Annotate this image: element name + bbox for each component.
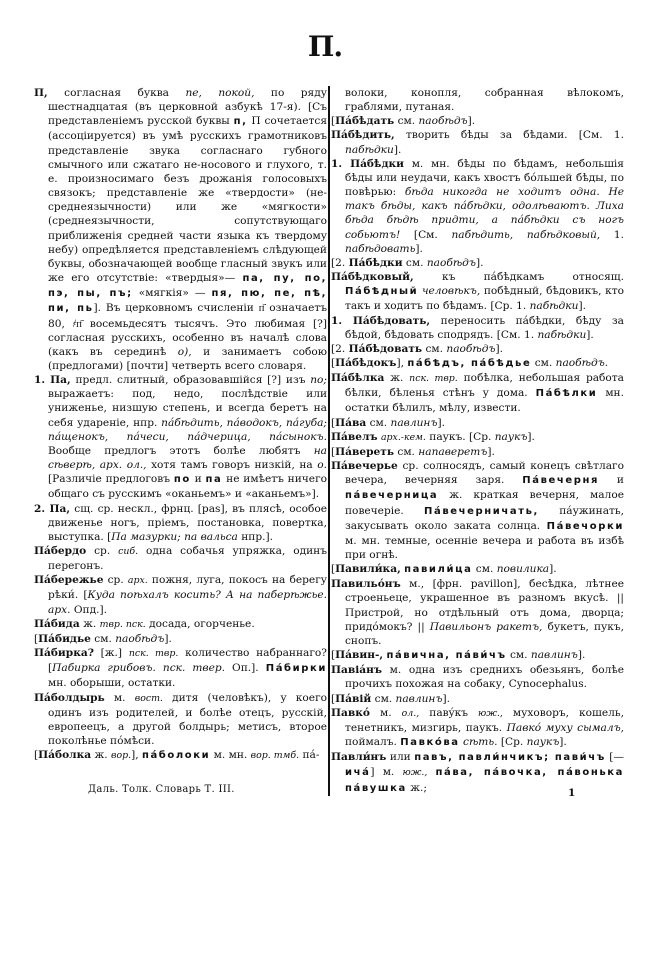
dictionary-entry bbox=[331, 430, 624, 445]
entry-text: ж. bbox=[79, 617, 100, 630]
page-heading: П. bbox=[307, 30, 343, 63]
headword: Пáвереть bbox=[335, 445, 395, 458]
dictionary-entry bbox=[331, 256, 624, 270]
entry-text: досада, огорченье. bbox=[145, 617, 255, 630]
region-label: пск. твр. bbox=[128, 648, 179, 660]
headword: Павіáнъ bbox=[331, 664, 382, 677]
entry-number: 1. bbox=[331, 314, 353, 327]
entry-text: ]. bbox=[437, 416, 445, 429]
entry-text: см. bbox=[394, 115, 419, 128]
dictionary-entry bbox=[331, 86, 624, 114]
entry-text: ]. bbox=[578, 300, 586, 313]
spaced-form: пя, пю, пе, пѣ, пи, пь bbox=[48, 288, 328, 315]
entry-text: ]. bbox=[586, 328, 594, 341]
spaced-form: п, bbox=[233, 116, 248, 128]
entry-text: по ряду шестнадцатая (въ церковной азбукѣ 17-я). [Съ представленіемъ русской буквы bbox=[48, 87, 327, 128]
entry-text: мн. остатки бѣлилъ, мѣлу, извести. bbox=[345, 387, 624, 415]
entry-text: см. bbox=[472, 563, 497, 576]
right-column bbox=[331, 86, 624, 796]
entry-text: муховоръ, кошель, тенетникъ, мизгирь, паукъ. bbox=[345, 706, 625, 734]
headword: Пáболка bbox=[38, 749, 92, 762]
left-column bbox=[34, 86, 327, 763]
entry-text: ж.; bbox=[406, 781, 427, 794]
italic-text: повилика bbox=[496, 563, 550, 576]
region-label: арх. bbox=[127, 575, 148, 587]
entry-text: [См. bbox=[400, 228, 452, 241]
entry-text: ], bbox=[396, 356, 408, 369]
entry-text: ]. bbox=[467, 115, 476, 128]
spaced-form: пáвечерница bbox=[345, 490, 439, 502]
entry-text: [ bbox=[331, 115, 336, 128]
headword: Пáвечерье bbox=[331, 460, 398, 473]
entry-text: творить бѣды за бѣдами. [См. 1. bbox=[394, 129, 624, 142]
region-label: пск. твр. bbox=[409, 373, 458, 385]
entry-text: ]. bbox=[164, 632, 172, 645]
spaced-form: павъ, павли́нчикъ; пави́чъ bbox=[414, 752, 606, 764]
dictionary-entry bbox=[331, 663, 624, 691]
entry-text: см. bbox=[371, 692, 396, 705]
italic-text: о), bbox=[177, 345, 192, 358]
entry-number: 1. bbox=[331, 157, 351, 170]
spaced-form: Пáбѣлки bbox=[535, 388, 598, 400]
entry-text: ср. солносядъ, самый конецъ свѣтлаго вечера, вечерняя заря. bbox=[345, 460, 624, 487]
italic-text: человѣкъ, bbox=[421, 285, 481, 298]
entry-number: 2. bbox=[34, 502, 50, 515]
entry-text: м., [фрн. pavillon], бесѣдка, лѣтнее строеньеце, украшенное въ разномъ вкусѣ. || Пристрой, но отдѣльный отъ дома, дворца; придóмокъ? || bbox=[345, 578, 624, 633]
entry-text: [ bbox=[331, 692, 336, 705]
headword: Пáвин-, bbox=[335, 649, 384, 662]
entry-text: [ bbox=[331, 356, 336, 369]
entry-text: ж. bbox=[384, 372, 410, 385]
spaced-form: Павкóва bbox=[400, 737, 460, 749]
entry-text: [Различіе предлоговъ bbox=[48, 473, 174, 486]
entry-text: ]. bbox=[527, 430, 535, 443]
italic-text: паобѣдъ bbox=[418, 115, 468, 128]
entry-text: [Ср. bbox=[497, 736, 527, 749]
italic-text: пабѣдить, пабѣдковый, bbox=[451, 228, 601, 241]
entry-text: побѣдный, бѣдовикъ, кто такъ и ходитъ по бѣдамъ. [Ср. 1. bbox=[345, 285, 625, 313]
italic-text: сѣть. bbox=[463, 736, 498, 749]
headword: Па, bbox=[49, 502, 71, 515]
dictionary-entry bbox=[34, 691, 327, 749]
region-label: твр. пск. bbox=[99, 618, 146, 630]
entry-text: не имѣетъ ничего общаго съ русскимъ «оканьемъ» и «аканьемъ»]. bbox=[48, 473, 327, 501]
dictionary-entry bbox=[331, 371, 624, 415]
entry-text: пá- bbox=[299, 749, 320, 762]
entry-text: ]. bbox=[549, 563, 557, 576]
entry-text: [— bbox=[605, 751, 624, 764]
dictionary-entry bbox=[331, 270, 624, 313]
italic-text: на сѣверѣ, арх. ол., bbox=[48, 444, 327, 472]
entry-text: «мягкія» — bbox=[132, 287, 212, 300]
entry-text: ср. bbox=[86, 545, 119, 557]
entry-text: м. bbox=[104, 691, 135, 704]
entry-text: 1. bbox=[600, 228, 624, 241]
italic-text: паобѣдъ bbox=[426, 256, 476, 269]
italic-text: бѣда никогда не ходитъ одна. Не такъ бѣды, какъ пáбѣдки, одолѣваютъ. Лиха бѣда бѣдѣ придти, а пáбѣдки съ ногъ собьютъ! bbox=[345, 186, 624, 241]
entry-text: и bbox=[599, 474, 624, 487]
entry-text: см. bbox=[422, 342, 447, 355]
headword: Пáвій bbox=[335, 692, 372, 705]
region-label: сиб. bbox=[118, 546, 139, 557]
dictionary-entry bbox=[331, 314, 624, 342]
entry-text: пáужинать, закусывать около заката солнца. bbox=[345, 504, 625, 532]
entry-text: см. bbox=[531, 356, 556, 369]
entry-text: Вообще предлогъ этотъ болѣе любятъ bbox=[48, 444, 314, 457]
entry-text: къ пáбѣдкамъ относящ. bbox=[413, 271, 624, 284]
entry-text: см. bbox=[394, 445, 419, 458]
entry-text: количество набраннаго? [ bbox=[48, 647, 327, 675]
dictionary-entry bbox=[331, 648, 624, 663]
italic-text: Па мазурки; па вальса bbox=[111, 530, 238, 543]
entry-text: ]. bbox=[487, 445, 495, 458]
entry-text: ср. bbox=[103, 574, 128, 587]
entry-text: см. bbox=[90, 632, 116, 645]
italic-text: пабѣдки bbox=[529, 300, 579, 313]
entry-text: [ bbox=[331, 445, 336, 458]
dictionary-entry bbox=[34, 632, 327, 646]
italic-text: Куда поѣхалъ косить? А на паберѣжье. арх. bbox=[48, 589, 327, 616]
entry-text: ]. bbox=[442, 692, 450, 705]
italic-text: пáбѣдить, пáводокъ, пáгуба; пáщенокъ, пáчеси, пáдчерица, пáсынокъ. bbox=[48, 416, 327, 443]
entry-text: и bbox=[190, 473, 206, 486]
spaced-form: павили́ца bbox=[404, 564, 473, 576]
spaced-form: Пáвечорки bbox=[546, 520, 624, 532]
entry-text: м. мн. темные, осенніе вечера и работа въ избѣ при огнѣ. bbox=[345, 534, 624, 561]
italic-text: Пабирка грибовъ. пск. твер. bbox=[52, 662, 226, 675]
entry-text: м. одна изъ среднихъ обезьянъ, болѣе прочихъ похожая на собаку, Cynocephalus. bbox=[345, 664, 624, 691]
dictionary-entry bbox=[331, 356, 624, 371]
italic-text: павлинъ bbox=[530, 649, 578, 662]
spaced-form: пáбѣдъ, пáбѣдье bbox=[407, 357, 532, 369]
region-label: юж., bbox=[478, 707, 503, 719]
italic-text: Павильонъ ракетъ, bbox=[429, 620, 543, 633]
headword: Пáбѣлка bbox=[331, 372, 385, 385]
entry-text: П сочетается (ассоціируется) въ умѣ русскихъ грамотниковъ представленіе звука согласнаго губного смычного или сжатаго не-носового и глухого, т. е. произносимаго безъ дрожанія голосовыхъ связокъ; представленіе же «твердости» (не-среднеязычности) или же «мягкости» (среднеязычности, сопутствующаго приближенія средней части языка къ твердому небу) опредѣляется представленіемъ слѣдующей буквы, обозначающей вообще гласный звукъ или же его отсутствіе: «твердыя»— bbox=[48, 115, 328, 285]
entry-text: поймалъ. bbox=[345, 736, 401, 749]
dictionary-entry bbox=[331, 157, 624, 256]
spaced-form: пáвична, пáви́чъ bbox=[386, 650, 507, 662]
headword: Пáбердо bbox=[34, 545, 87, 557]
headword: Пáва bbox=[335, 416, 367, 429]
column-divider bbox=[328, 86, 330, 796]
entry-text: ], bbox=[131, 749, 142, 762]
spaced-form: по bbox=[173, 474, 191, 486]
entry-text: хотя тамъ говоръ низкій, на bbox=[146, 459, 318, 472]
dictionary-entry bbox=[34, 748, 327, 763]
spaced-form: пáва, пáвочка, пáвонька пáвушка bbox=[345, 767, 624, 794]
italic-text: паобѣдъ bbox=[115, 632, 165, 645]
entry-text: мн. оборыши, остатки. bbox=[48, 677, 176, 690]
italic-text: паобѣдъ. bbox=[555, 356, 609, 369]
spaced-form: Пáбѣдный bbox=[345, 286, 419, 298]
italic-text: пабѣдки bbox=[537, 328, 587, 341]
entry-text: и занимаетъ собою (предлогами) [почти] четверть всего словаря. bbox=[48, 345, 327, 372]
entry-text: ]. bbox=[475, 256, 484, 269]
headword: Пáбѣдовать bbox=[348, 342, 423, 355]
region-label: юж., bbox=[402, 767, 428, 779]
entry-text: [ bbox=[34, 632, 39, 645]
entry-text: пожня, луга, покосъ на берегу рѣки́. [ bbox=[48, 574, 327, 602]
entry-text: [2. bbox=[331, 256, 349, 269]
italic-text: пе, покой, bbox=[185, 87, 255, 99]
italic-text: по; bbox=[310, 374, 328, 387]
entry-text: [2. bbox=[331, 342, 349, 355]
entry-text: см. bbox=[402, 256, 427, 269]
entry-text: ж. краткая вечерня, малое повечеріе. bbox=[345, 489, 624, 517]
spaced-form: Пáвечерничать, bbox=[424, 505, 539, 517]
entry-text: ] м. bbox=[370, 766, 403, 779]
entry-text: паукъ. [Ср. bbox=[425, 430, 495, 443]
entry-text: [ bbox=[331, 416, 336, 429]
headword: Павли́нъ bbox=[331, 751, 387, 764]
dictionary-entry bbox=[34, 573, 327, 616]
italic-text: напаверетъ bbox=[418, 445, 488, 458]
region-label: ол., bbox=[401, 707, 420, 719]
entry-text: выражаетъ: под, недо, послѣдствіе или униженье, низшую степень, и всегда беретъ на себя удареніе, нпр. bbox=[48, 388, 327, 429]
dictionary-entry bbox=[34, 544, 327, 573]
entry-text: м. мн. bbox=[210, 749, 251, 762]
entry-text: сщ. ср. нескл., фрнц. [pas], въ плясѣ, особое движенье ногъ, пріемъ, постановка, повертка, выступка. [ bbox=[48, 502, 327, 543]
dictionary-entry bbox=[331, 416, 624, 430]
italic-text: паукъ bbox=[494, 430, 528, 443]
dictionary-entry bbox=[331, 750, 624, 795]
headword: Павкó bbox=[331, 706, 370, 719]
dictionary-entry bbox=[331, 577, 624, 648]
headword: Пáбѣдокъ bbox=[335, 356, 397, 369]
headword: П, bbox=[34, 87, 48, 99]
dictionary-entry bbox=[331, 445, 624, 459]
dictionary-entry bbox=[331, 459, 624, 562]
entry-text: Оп.]. bbox=[225, 662, 266, 675]
entry-text: [ bbox=[331, 563, 336, 576]
entry-number: 1. bbox=[34, 374, 51, 387]
dictionary-entry bbox=[331, 562, 624, 577]
entry-text: ]. bbox=[415, 242, 423, 255]
entry-text: побѣлка, небольшая работа бѣлки, бѣленья стѣнъ у дома. bbox=[345, 372, 624, 400]
italic-text: павлинъ bbox=[395, 692, 443, 705]
headword: Пáбидье bbox=[38, 632, 91, 645]
entry-text: букетъ, пукъ, снопъ. bbox=[345, 620, 624, 647]
entry-text: ]. bbox=[559, 736, 567, 749]
entry-text: ]. Въ церковномъ счисленіи п҃ означаетъ 80, ҂п҃ восемьдесятъ тысячъ. Это любимая [?] согласная русскихъ, особенно въ началѣ слова (какъ въ серединѣ bbox=[48, 302, 327, 358]
region-label: арх.-кем. bbox=[380, 431, 426, 443]
spaced-form: па bbox=[205, 474, 223, 486]
spaced-form: пáболоки bbox=[141, 750, 211, 762]
entry-text: или bbox=[386, 751, 415, 764]
entry-text: павýкъ bbox=[419, 706, 479, 719]
entry-text: см. bbox=[366, 416, 391, 429]
entry-text: ]. bbox=[577, 649, 586, 662]
italic-text: о. bbox=[317, 459, 328, 472]
headword: Пáвелъ bbox=[331, 430, 378, 443]
entry-text: согласная буква bbox=[47, 87, 186, 99]
entry-text: [ bbox=[34, 749, 39, 762]
page-footer: Даль. Толк. Словарь Т. III. bbox=[88, 784, 235, 795]
italic-text: пабѣдки bbox=[345, 143, 394, 156]
headword: Па, bbox=[50, 374, 71, 387]
signature-mark: 1 bbox=[568, 787, 576, 799]
headword: Пáбида bbox=[34, 617, 80, 630]
entry-text: переносить пáбѣдки, бѣду за бѣдой, бѣдовать сподрядъ. [См. 1. bbox=[345, 314, 625, 341]
headword: Пáбѣдовать, bbox=[352, 314, 431, 327]
region-label: вост. bbox=[134, 692, 163, 704]
dictionary-entry bbox=[331, 114, 624, 128]
headword: Пáбережье bbox=[34, 574, 104, 587]
spaced-form: Пáбирки bbox=[265, 663, 327, 675]
dictionary-entry bbox=[331, 692, 624, 706]
spaced-form: па, пу, по, пэ, пы, пъ; bbox=[48, 273, 327, 300]
headword: Пáбирка? bbox=[34, 647, 94, 660]
dictionary-entry bbox=[34, 373, 327, 501]
dictionary-entry bbox=[331, 342, 624, 356]
dictionary-entry bbox=[34, 86, 327, 373]
entry-text: ж. bbox=[91, 749, 111, 762]
spaced-form: ичá bbox=[345, 767, 371, 779]
dictionary-entry bbox=[34, 646, 327, 690]
dictionary-entry bbox=[34, 617, 327, 632]
headword: Павили́ка, bbox=[335, 563, 401, 576]
dictionary-entry bbox=[331, 128, 624, 156]
headword: Пáбѣдки bbox=[350, 157, 405, 170]
dictionary-entry bbox=[34, 502, 327, 544]
dictionary-entry bbox=[331, 706, 624, 750]
region-label: вор. bbox=[110, 750, 132, 762]
headword: Пáбѣдковый, bbox=[331, 271, 414, 284]
region-label: вор. тмб. bbox=[250, 750, 300, 762]
entry-text: [ bbox=[331, 649, 336, 662]
entry-text: м. bbox=[369, 706, 402, 719]
entry-text: нпр.]. bbox=[237, 530, 273, 543]
headword: Пáболдырь bbox=[34, 691, 105, 704]
italic-text: паобѣдъ bbox=[446, 342, 496, 355]
entry-text: волоки, конопля, собранная вѣлокомъ, граблями, путаная. bbox=[345, 87, 624, 114]
entry-text: м. мн. бѣды по бѣдамъ, небольшія бѣды или неудачи, какъ хвостъ бóльшей бѣды, по повѣрью: bbox=[345, 157, 624, 199]
italic-text: павлинъ bbox=[390, 416, 438, 429]
entry-text: [ж.] bbox=[93, 647, 129, 660]
headword: Пáбѣдать bbox=[335, 115, 395, 128]
headword: Павильо́нъ bbox=[331, 578, 401, 591]
italic-text: Павкó муху сымалъ, bbox=[506, 721, 625, 734]
entry-text: ]. bbox=[495, 342, 504, 355]
italic-text: паукъ bbox=[526, 736, 560, 749]
entry-text: Опд.]. bbox=[70, 603, 107, 616]
entry-text: см. bbox=[506, 649, 531, 662]
headword: Пáбѣдки bbox=[348, 256, 403, 269]
entry-text: дитя (человѣкъ), у коего одинъ изъ родителей, и болѣе отецъ, русскій, европеецъ, а другой болдырь; метисъ, второе поколѣнье пóмѣси. bbox=[48, 691, 327, 748]
entry-text: предл. слитный, образовавшійся [?] изъ bbox=[70, 374, 311, 387]
entry-text: ]. bbox=[393, 143, 402, 156]
spaced-form: Пáвечерня bbox=[522, 475, 600, 487]
entry-text: одна собачья упряжка, одинъ перегонъ. bbox=[48, 545, 327, 573]
headword: Пáбѣдить, bbox=[331, 129, 395, 142]
italic-text: пабѣдовать bbox=[345, 242, 416, 255]
